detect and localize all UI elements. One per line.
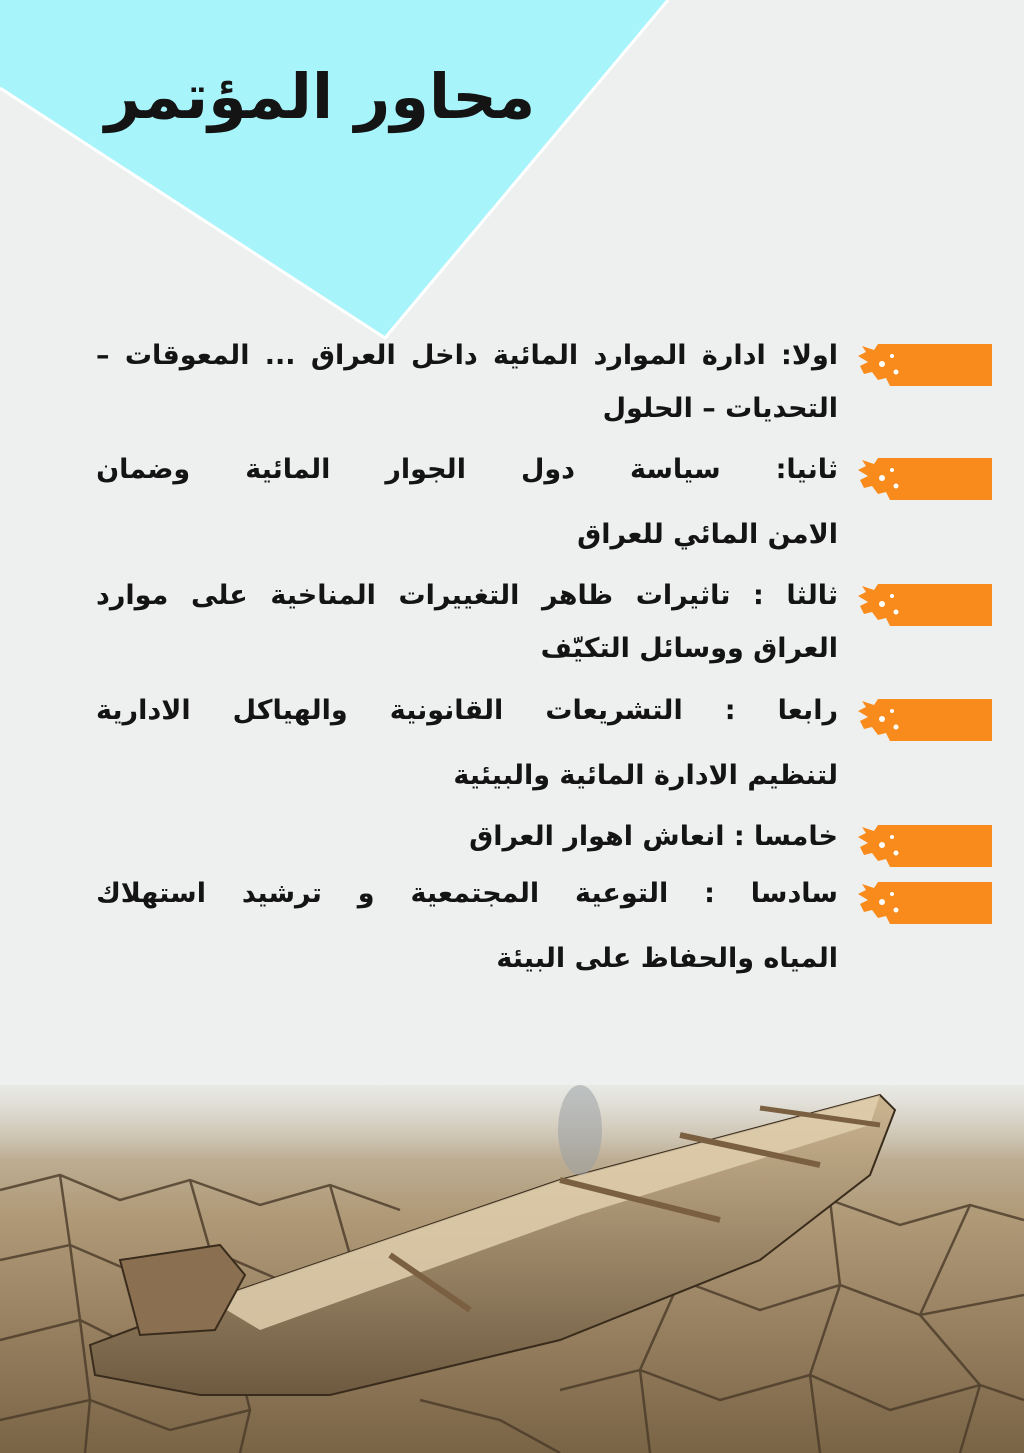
orange-brush-marker-icon	[856, 342, 992, 386]
word: التشريعات	[545, 694, 683, 726]
word: موارد	[96, 580, 169, 612]
word: :	[752, 580, 764, 612]
axis-6-line-1	[96, 876, 838, 911]
axis-2-line-2: الامن المائي للعراق	[577, 519, 838, 551]
word: سادسا	[750, 877, 838, 909]
word: المناخية	[270, 580, 376, 612]
axis-6-line-2: المياه والحفاظ على البيئة	[496, 942, 838, 974]
title-triangle-banner	[0, 0, 668, 338]
word: :	[724, 694, 736, 726]
word: التوعية	[575, 877, 669, 909]
orange-brush-marker-icon	[856, 880, 992, 924]
word: –	[96, 340, 110, 371]
word: دول	[520, 454, 576, 486]
conference-axes-list	[96, 338, 992, 1002]
word: تاثيرات	[635, 580, 731, 612]
word: و	[357, 877, 375, 909]
word: المجتمعية	[410, 877, 540, 909]
axis-4-line-2: لتنظيم الادارة المائية والبيئية	[453, 759, 838, 791]
axis-3-line-1	[96, 578, 838, 613]
word: وضمان	[96, 454, 191, 486]
word: الادارية	[96, 694, 191, 726]
word: القانونية	[389, 694, 504, 726]
word: العراق	[310, 340, 396, 371]
axis-4-line-1	[96, 693, 838, 728]
word: الجوار	[385, 454, 466, 486]
orange-brush-marker-icon	[856, 582, 992, 626]
word: المائية	[493, 340, 579, 371]
word: ادارة	[701, 340, 766, 371]
axis-item-1	[96, 338, 992, 426]
axis-1-line-2: التحديات – الحلول	[602, 393, 838, 425]
word: رابعا	[777, 694, 838, 726]
word: والهياكل	[232, 694, 348, 726]
axis-item-3	[96, 578, 992, 666]
axis-item-5	[96, 819, 992, 854]
axis-1-line-1	[96, 338, 838, 373]
word: استهلاك	[96, 877, 206, 909]
word: :	[704, 877, 715, 909]
page-title: محاور المؤتمر	[104, 60, 536, 133]
word: ترشيد	[241, 877, 322, 909]
axis-item-4	[96, 693, 992, 793]
word: اولا:	[781, 340, 838, 371]
word: التغييرات	[398, 580, 520, 612]
word: الموارد	[593, 340, 687, 371]
word: ظاهر	[542, 580, 614, 612]
word: المعوقات	[124, 340, 250, 371]
axis-2-line-1	[96, 452, 838, 487]
word: ثالثا	[786, 580, 838, 612]
word: على	[190, 580, 248, 612]
word: سياسة	[630, 454, 721, 486]
word: داخل	[411, 340, 478, 371]
word: ...	[264, 340, 296, 371]
word: ثانيا:	[775, 454, 838, 486]
axis-item-6	[96, 876, 992, 976]
axis-5-line-1: خامسا : انعاش اهوار العراق	[469, 820, 838, 852]
orange-brush-marker-icon	[856, 456, 992, 500]
orange-brush-marker-icon	[856, 823, 992, 867]
orange-brush-marker-icon	[856, 697, 992, 741]
word: المائية	[245, 454, 331, 486]
axis-item-2	[96, 452, 992, 552]
axis-3-line-2: العراق ووسائل التكيّف	[540, 633, 838, 665]
